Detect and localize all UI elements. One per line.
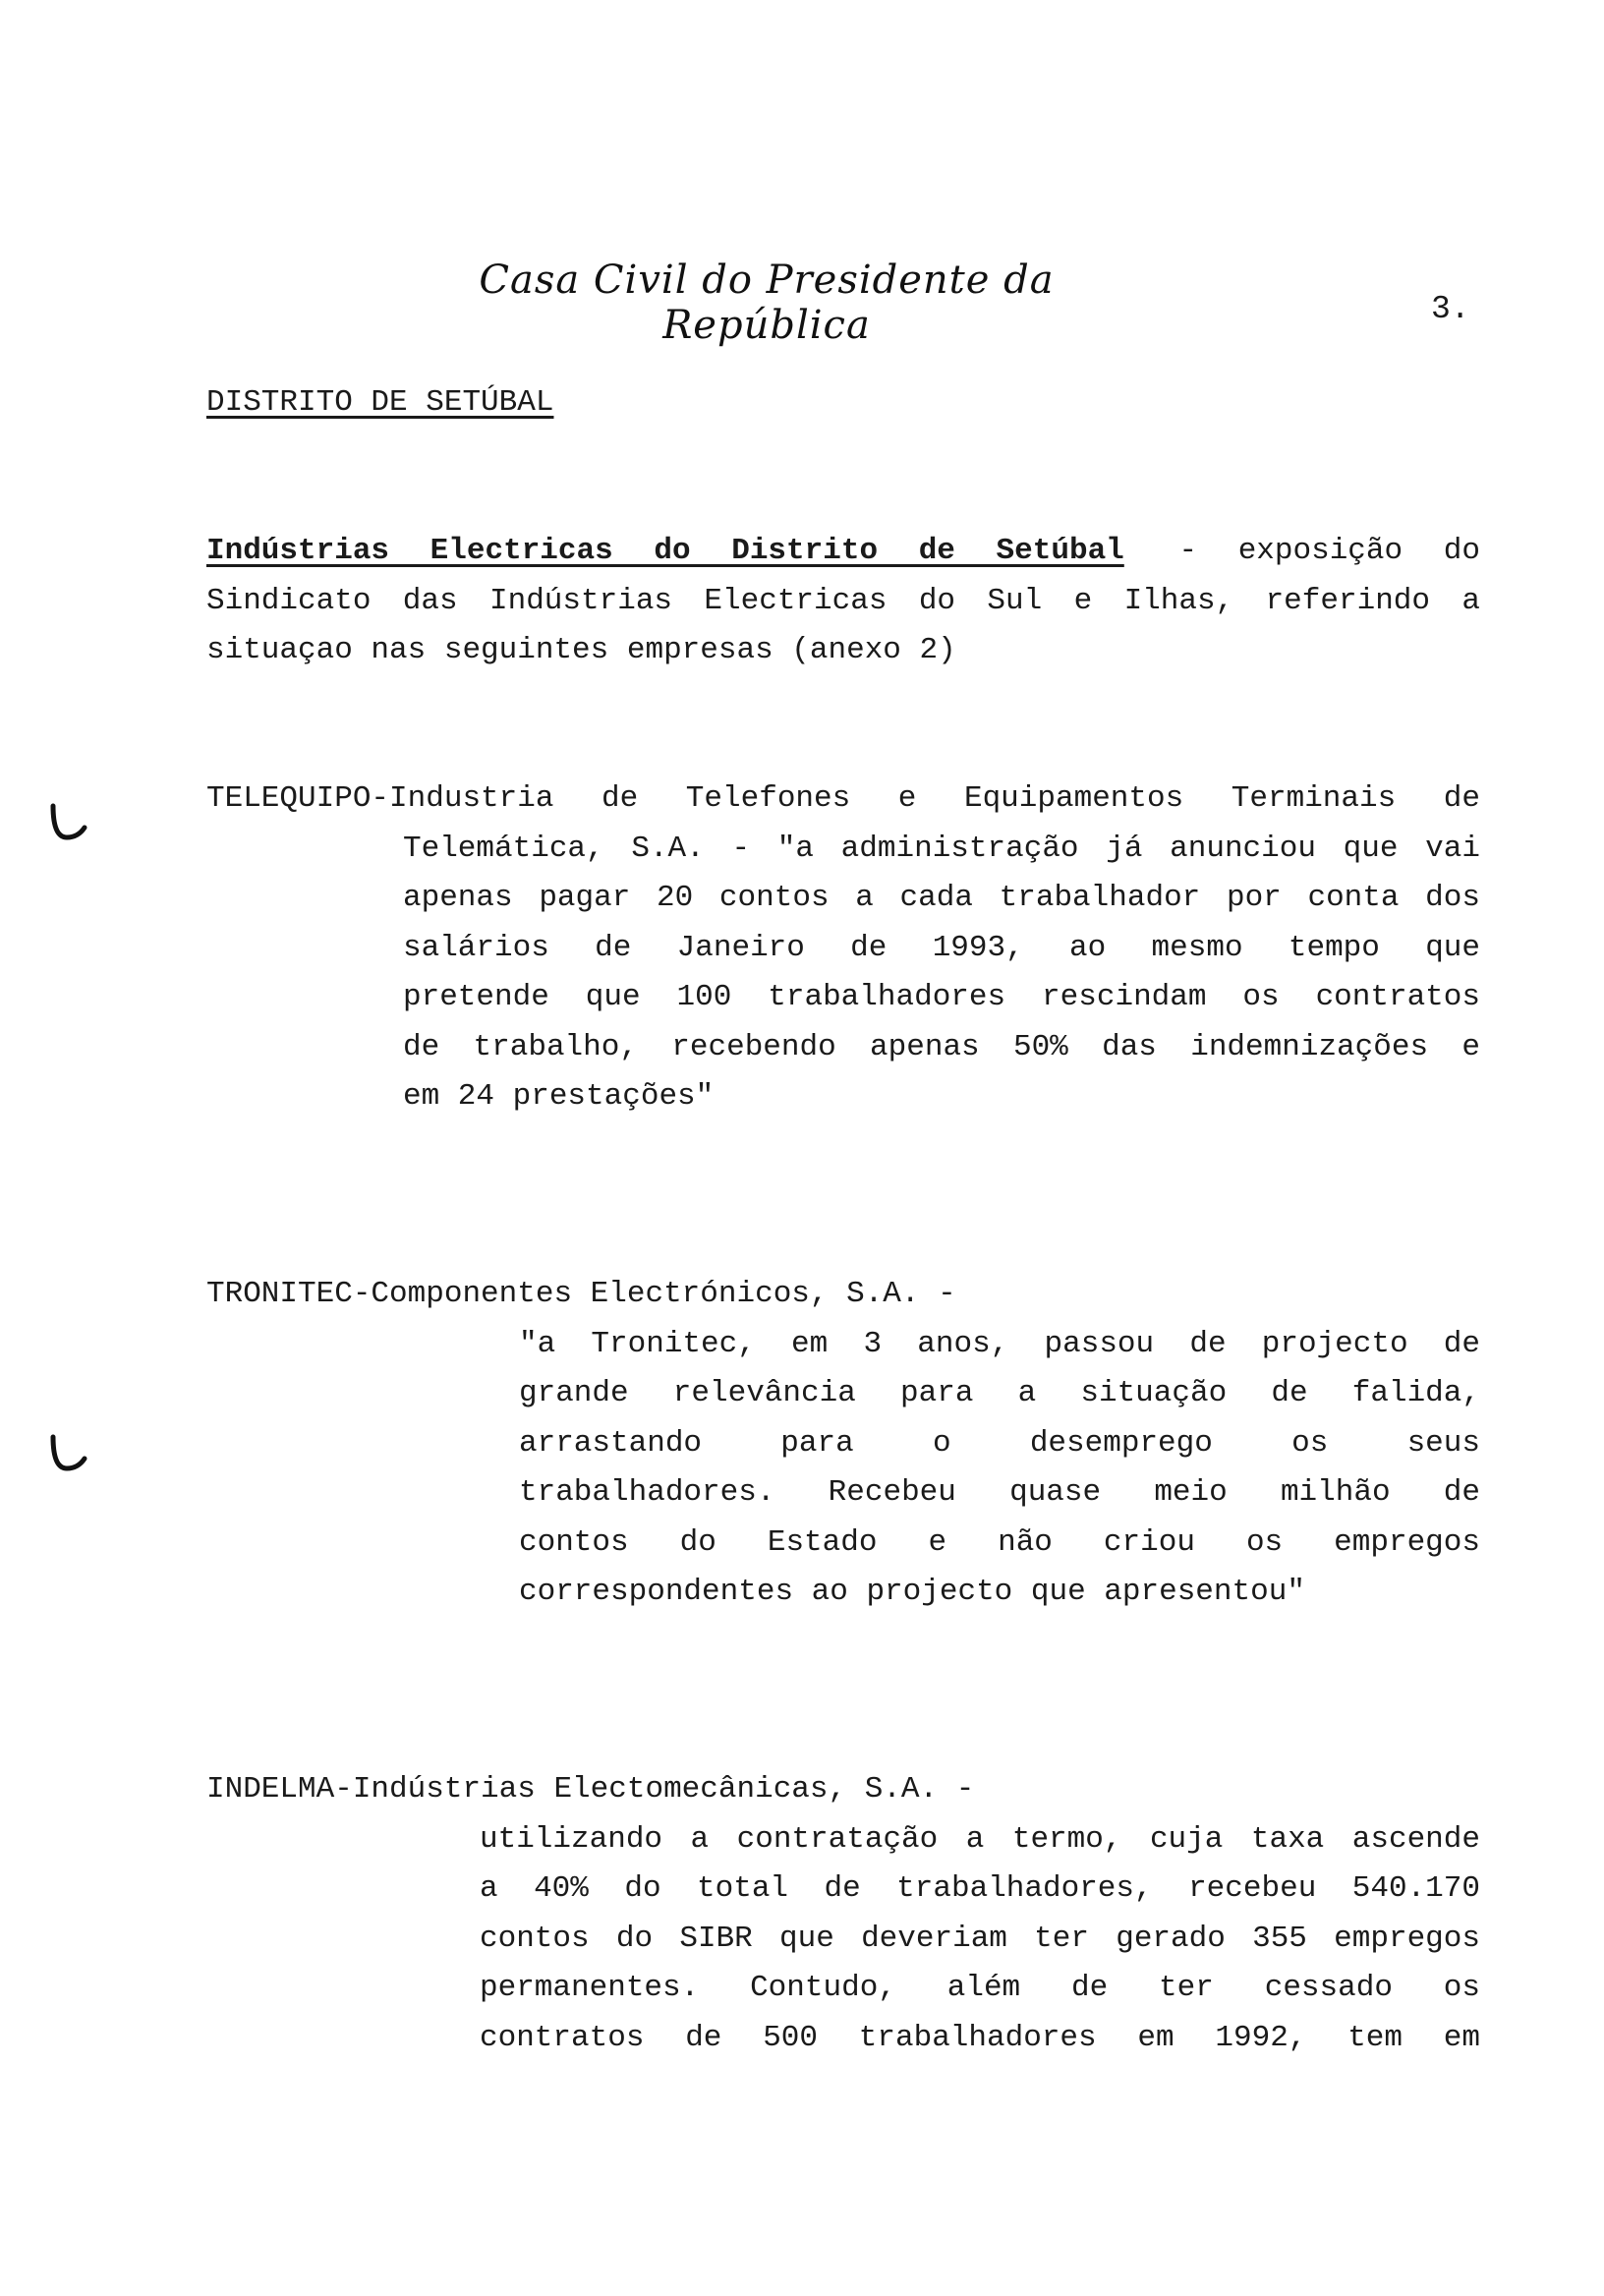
tronitec-line: grande relevância para a situação de falida, [519,1376,1480,1410]
telequipo-entry [206,775,1480,1122]
telequipo-line: em 24 prestações" [403,1079,715,1114]
section-heading: DISTRITO DE SETÚBAL [206,385,554,420]
page-number: 3. [1431,291,1470,327]
margin-check-mark [45,802,88,841]
tronitec-body [519,1320,1480,1618]
telequipo-line: pretende que 100 trabalhadores rescindam os contratos [403,980,1480,1014]
telequipo-heading: TELEQUIPO-Industria de Telefones e Equipamentos Terminais de [206,781,1480,816]
tronitec-line: contos do Estado e não criou os empregos [519,1524,1480,1560]
tronitec-line: arrastando para o desemprego os seus [519,1425,1480,1461]
margin-check-mark [45,1433,88,1472]
intro-first-line [206,527,1480,577]
tronitec-line: "a Tronitec, em 3 anos, passou de projecto de [519,1326,1480,1361]
intro-first-line-rest: - exposição do [1178,534,1480,568]
indelma-line: a 40% do total de trabalhadores, recebeu 540.170 [480,1871,1480,1906]
tronitec-line: trabalhadores. Recebeu quase meio milhão de [519,1475,1480,1510]
tronitec-line: correspondentes ao projecto que apresentou" [519,1575,1305,1609]
tronitec-entry [206,1270,1480,1618]
telequipo-line: de trabalho, recebendo apenas 50% das indemnizações e [403,1029,1480,1064]
telequipo-line: apenas pagar 20 contos a cada trabalhador por conta dos [403,881,1480,915]
indelma-body [480,1815,1480,2064]
indelma-line: contratos de 500 trabalhadores em 1992, tem em [480,2020,1480,2055]
intro-line: Sindicato das Indústrias Electricas do Sul e Ilhas, referindo a [206,583,1480,618]
indelma-heading: INDELMA-Indústrias Electomecânicas, S.A. - [206,1772,975,1807]
indelma-line: permanentes. Contudo, além de ter cessado os [480,1971,1480,2005]
telequipo-body [403,825,1480,1122]
telequipo-line: salários de Janeiro de 1993, ao mesmo tempo que [403,930,1480,965]
indelma-entry [206,1765,1480,2063]
intro-line: situaçao nas seguintes empresas (anexo 2) [206,633,956,667]
indelma-line: contos do SIBR que deveriam ter gerado 355 empregos [480,1921,1480,1956]
letterhead: Casa Civil do Presidente da República [479,258,1055,348]
tronitec-heading: TRONITEC-Componentes Electrónicos, S.A. - [206,1277,956,1311]
indelma-line: utilizando a contratação a termo, cuja taxa ascende [480,1821,1480,1857]
intro-paragraph [206,527,1480,676]
telequipo-line: Telemática, S.A. - "a administração já anunciou que vai [403,831,1480,866]
intro-title: Indústrias Electricas do Distrito de Setúbal [206,534,1124,568]
